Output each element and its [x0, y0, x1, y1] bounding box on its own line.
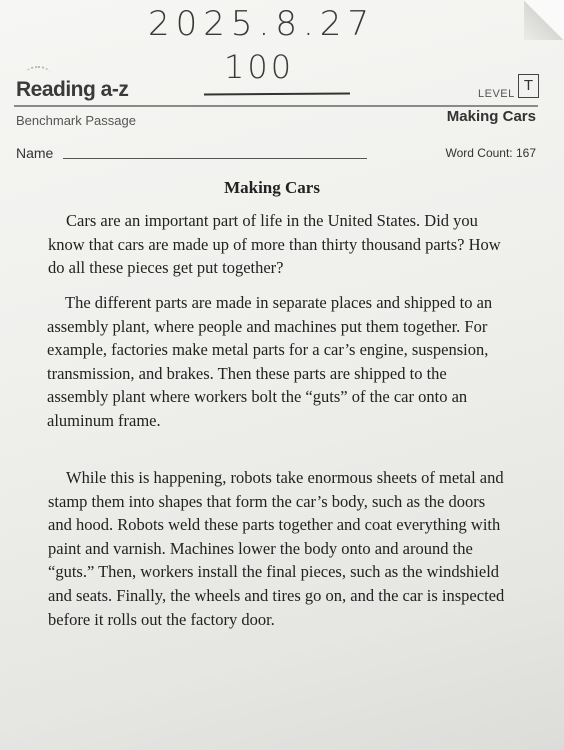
- word-count: Word Count: 167: [445, 146, 536, 160]
- passage-paragraph: Cars are an important part of life in the United States. Did you know that cars are made up of more than thirty thousand parts? How do all these pieces get put together?: [48, 211, 501, 278]
- level-badge: T: [518, 74, 539, 98]
- name-label: Name: [16, 145, 54, 161]
- passage-type: Benchmark Passage: [16, 113, 136, 128]
- score-underline: [204, 92, 350, 95]
- passage-paragraph: The different parts are made in separate places and shipped to an assembly plant, where people and machines put them together. For example, factories make metal parts for a car’s engine, suspension, transmission, and brakes. Then these parts are shipped to the assembly plant where workers bolt the “guts” of the car onto an aluminum frame.: [47, 293, 493, 430]
- level-label: LEVEL: [478, 88, 515, 100]
- passage-paragraph: While this is happening, robots take enormous sheets of metal and stamp them into shapes that form the car’s body, such as the doors and hood. Robots weld these parts together and coat everything with paint and varnish. Machines lower the body onto and around the “guts.” Then, workers install the final pieces, such as the windshield and seats. Finally, the wheels and tires go on, and the car is inspected before it rolls out the factory door.: [48, 468, 505, 629]
- header-divider: [14, 105, 538, 107]
- header-title: Making Cars: [446, 108, 536, 125]
- handwritten-score: 100: [224, 48, 295, 86]
- passage-title: Making Cars: [224, 178, 320, 197]
- name-field-line: [63, 158, 367, 159]
- page-corner-fold: [524, 0, 564, 40]
- handwritten-date: 2025.8.27: [148, 4, 376, 44]
- brand-logo: Reading a-z: [16, 78, 129, 101]
